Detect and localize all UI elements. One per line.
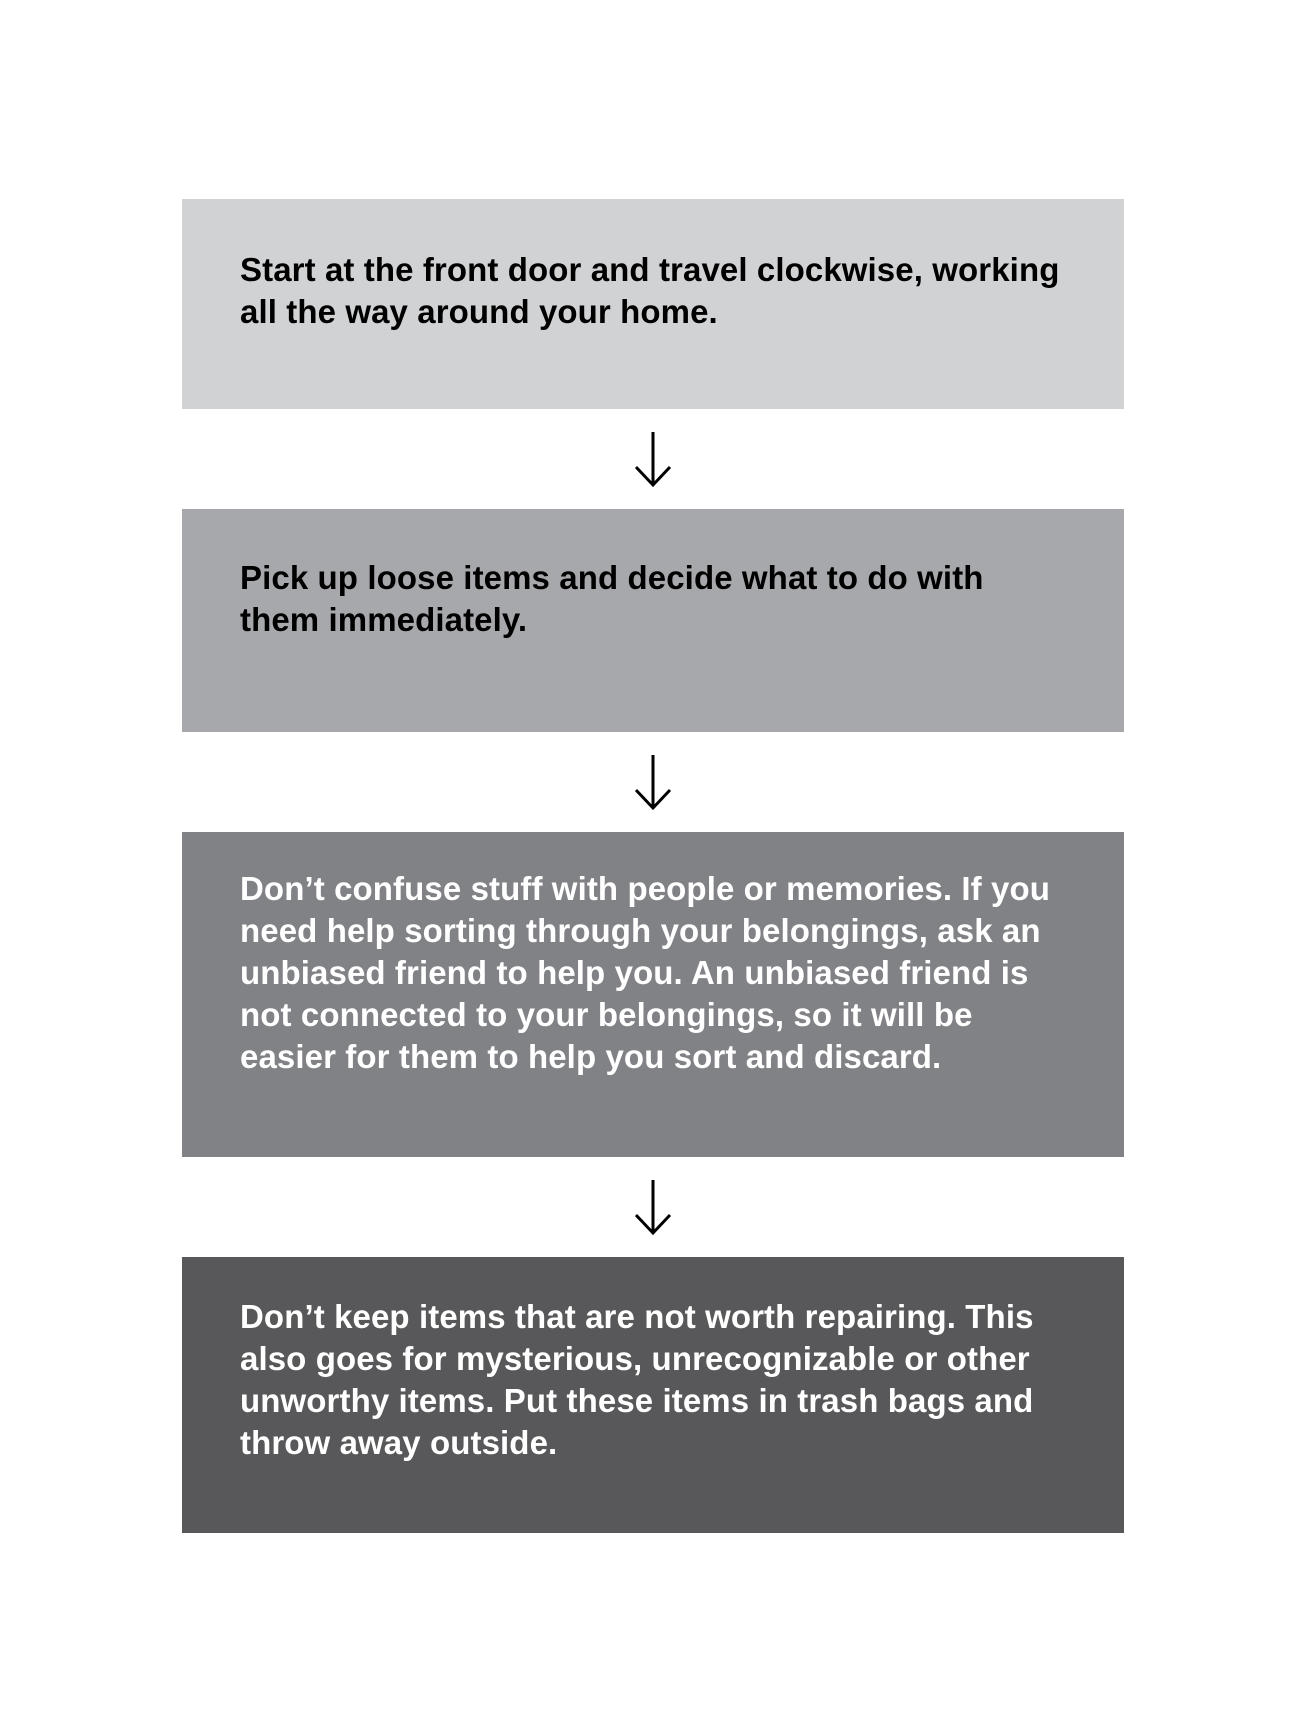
step-box-1	[182, 199, 1124, 409]
step-text-4: Don’t keep items that are not worth repairing. This also goes for mysterious, unrecognizable or other unworthy items. Put these items in trash bags and throw away outside.	[240, 1298, 1034, 1461]
step-box-4	[182, 1257, 1124, 1533]
step-box-3	[182, 832, 1124, 1157]
step-text-1: Start at the front door and travel clockwise, working all the way around your home.	[240, 251, 1060, 330]
arrow-down-icon	[633, 752, 673, 812]
arrow-down-icon	[633, 429, 673, 489]
flowchart	[182, 199, 1124, 1533]
step-text-3: Don’t confuse stuff with people or memories. If you need help sorting through your belongings, ask an unbiased friend to help you. An unbiased friend is not connected to your belongings, so it will be easier for them to help you sort and discard.	[240, 869, 1050, 1075]
connector-1	[182, 409, 1124, 509]
connector-2	[182, 732, 1124, 832]
connector-3	[182, 1157, 1124, 1257]
step-text-2: Pick up loose items and decide what to do with them immediately.	[240, 558, 984, 638]
arrow-down-icon	[633, 1177, 673, 1237]
step-box-2	[182, 509, 1124, 732]
